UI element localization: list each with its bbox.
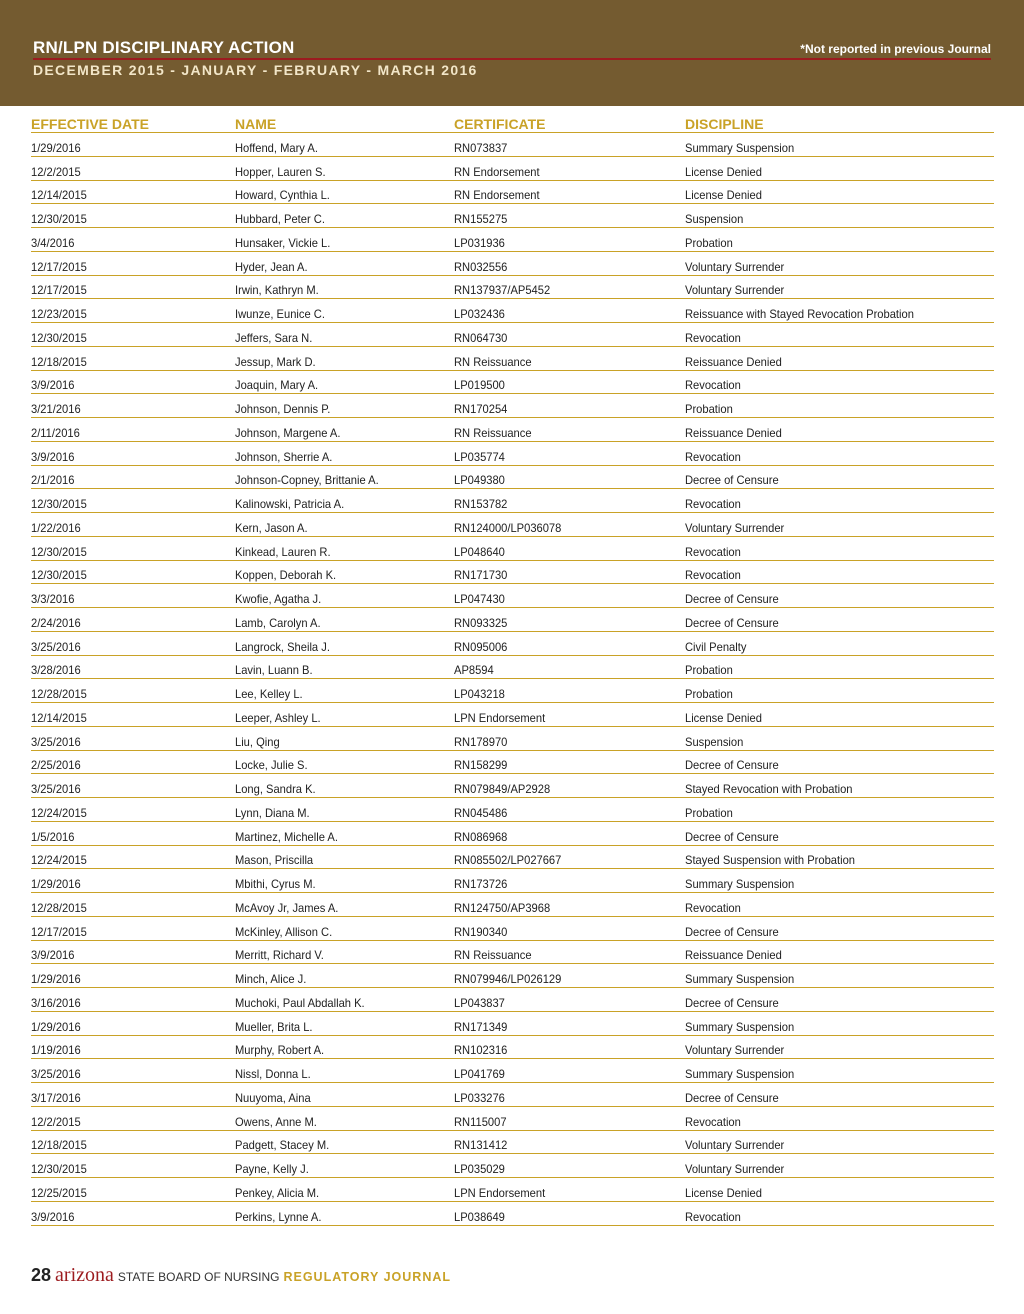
cell-certificate: RN124000/LP036078 <box>454 520 562 535</box>
cell-certificate: RN095006 <box>454 639 508 654</box>
cell-discipline: Reissuance Denied <box>685 425 782 440</box>
cell-name: Kwofie, Agatha J. <box>235 592 322 606</box>
cell-certificate: RN064730 <box>454 330 508 345</box>
cell-name: Jessup, Mark D. <box>235 354 316 369</box>
column-header-discipline: DISCIPLINE <box>685 116 764 132</box>
table-row <box>31 846 994 870</box>
cell-effective-date: 3/16/2016 <box>31 995 81 1010</box>
cell-name: Locke, Julie S. <box>235 758 308 773</box>
table-row <box>31 537 994 561</box>
cell-effective-date: 3/9/2016 <box>31 948 75 963</box>
table-row <box>31 774 994 798</box>
table-row <box>31 276 994 300</box>
table-row <box>31 584 994 608</box>
cell-certificate: RN158299 <box>454 758 508 773</box>
column-header-certificate: CERTIFICATE <box>454 116 546 132</box>
table-row <box>31 1131 994 1155</box>
cell-discipline: License Denied <box>685 710 762 725</box>
cell-discipline: Stayed Revocation with Probation <box>685 782 853 796</box>
cell-effective-date: 12/17/2015 <box>31 259 87 274</box>
cell-effective-date: 12/14/2015 <box>31 188 87 203</box>
table-row <box>31 561 994 585</box>
cell-certificate: LP047430 <box>454 592 505 606</box>
cell-effective-date: 12/30/2015 <box>31 497 87 511</box>
cell-certificate: RN079946/LP026129 <box>454 972 562 986</box>
cell-certificate: RN137937/AP5452 <box>454 283 551 298</box>
cell-effective-date: 12/17/2015 <box>31 924 87 939</box>
cell-effective-date: 2/24/2016 <box>31 615 81 630</box>
table-row <box>31 347 994 371</box>
cell-name: Perkins, Lynne A. <box>235 1209 322 1224</box>
table-row <box>31 656 994 680</box>
cell-effective-date: 1/19/2016 <box>31 1043 81 1058</box>
cell-name: Hunsaker, Vickie L. <box>235 235 331 250</box>
cell-effective-date: 3/25/2016 <box>31 782 81 796</box>
column-header-effective-date: EFFECTIVE DATE <box>31 116 149 132</box>
table-row <box>31 1178 994 1202</box>
cell-certificate: RN Reissuance <box>454 948 532 963</box>
cell-effective-date: 12/25/2015 <box>31 1185 87 1200</box>
cell-discipline: Revocation <box>685 330 741 345</box>
cell-discipline: Reissuance Denied <box>685 354 782 369</box>
table-row <box>31 964 994 988</box>
cell-name: Koppen, Deborah K. <box>235 568 337 583</box>
cell-effective-date: 2/11/2016 <box>31 425 80 440</box>
cell-certificate: LPN Endorsement <box>454 1185 546 1200</box>
cell-certificate: RN153782 <box>454 497 508 511</box>
cell-discipline: Suspension <box>685 212 744 226</box>
cell-name: Hoffend, Mary A. <box>235 140 318 155</box>
cell-effective-date: 12/30/2015 <box>31 1162 87 1176</box>
header-note: *Not reported in previous Journal <box>800 42 991 56</box>
table-row <box>31 513 994 537</box>
cell-effective-date: 3/3/2016 <box>31 592 75 606</box>
cell-certificate: LP019500 <box>454 378 505 393</box>
cell-certificate: RN190340 <box>454 924 508 939</box>
cell-discipline: License Denied <box>685 188 762 203</box>
cell-name: Hyder, Jean A. <box>235 259 308 274</box>
cell-name: Jeffers, Sara N. <box>235 330 313 345</box>
cell-name: Mueller, Brita L. <box>235 1019 313 1034</box>
cell-name: Nissl, Donna L. <box>235 1067 311 1081</box>
cell-name: Johnson-Copney, Brittanie A. <box>235 473 379 488</box>
cell-certificate: RN Reissuance <box>454 354 532 369</box>
cell-discipline: Decree of Censure <box>685 995 779 1010</box>
table-row <box>31 394 994 418</box>
table-row <box>31 1083 994 1107</box>
cell-name: Leeper, Ashley L. <box>235 710 321 725</box>
cell-effective-date: 3/28/2016 <box>31 663 81 678</box>
column-header-name: NAME <box>235 116 277 132</box>
cell-discipline: Revocation <box>685 1209 741 1224</box>
cell-name: Mbithi, Cyrus M. <box>235 877 316 891</box>
cell-name: Lamb, Carolyn A. <box>235 615 321 630</box>
table-row <box>31 371 994 395</box>
cell-effective-date: 1/29/2016 <box>31 140 81 155</box>
cell-effective-date: 12/28/2015 <box>31 900 87 915</box>
cell-discipline: Probation <box>685 402 733 416</box>
table-row <box>31 252 994 276</box>
cell-name: Lavin, Luann B. <box>235 663 313 678</box>
cell-certificate: RN131412 <box>454 1138 508 1153</box>
journal-name: REGULATORY JOURNAL <box>283 1270 452 1284</box>
cell-effective-date: 12/30/2015 <box>31 330 87 345</box>
table-row <box>31 822 994 846</box>
cell-discipline: Stayed Suspension with Probation <box>685 853 856 868</box>
cell-certificate: LP048640 <box>454 544 505 559</box>
table-row <box>31 489 994 513</box>
cell-effective-date: 3/9/2016 <box>31 1209 75 1224</box>
cell-certificate: RN079849/AP2928 <box>454 782 551 796</box>
cell-name: Kinkead, Lauren R. <box>235 544 331 559</box>
cell-discipline: Voluntary Surrender <box>685 259 785 274</box>
table-row <box>31 608 994 632</box>
cell-certificate: RN102316 <box>454 1043 508 1058</box>
table-row <box>31 727 994 751</box>
cell-certificate: RN171730 <box>454 568 508 583</box>
cell-effective-date: 3/17/2016 <box>31 1090 81 1105</box>
cell-name: Johnson, Sherrie A. <box>235 449 333 464</box>
cell-certificate: RN086968 <box>454 829 508 844</box>
cell-name: Howard, Cynthia L. <box>235 188 330 203</box>
table-body <box>31 133 994 1226</box>
cell-effective-date: 3/21/2016 <box>31 402 81 416</box>
table-row <box>31 466 994 490</box>
cell-name: Padgett, Stacey M. <box>235 1138 330 1153</box>
cell-certificate: RN093325 <box>454 615 508 630</box>
cell-discipline: Voluntary Surrender <box>685 1138 785 1153</box>
cell-discipline: License Denied <box>685 1185 762 1200</box>
cell-certificate: LPN Endorsement <box>454 710 546 725</box>
cell-name: Hubbard, Peter C. <box>235 212 325 226</box>
cell-effective-date: 12/24/2015 <box>31 805 87 820</box>
table-row <box>31 1036 994 1060</box>
table-row <box>31 798 994 822</box>
cell-name: Muchoki, Paul Abdallah K. <box>235 995 365 1010</box>
cell-name: Nuuyoma, Aina <box>235 1090 311 1105</box>
cell-discipline: Probation <box>685 235 733 250</box>
cell-name: Penkey, Alicia M. <box>235 1185 320 1200</box>
table-row <box>31 941 994 965</box>
cell-name: Merritt, Richard V. <box>235 948 324 963</box>
cell-discipline: Decree of Censure <box>685 829 779 844</box>
cell-discipline: Summary Suspension <box>685 140 795 155</box>
cell-effective-date: 12/14/2015 <box>31 710 87 725</box>
page-footer <box>31 1264 451 1287</box>
cell-effective-date: 1/29/2016 <box>31 877 81 891</box>
cell-discipline: Revocation <box>685 900 741 915</box>
cell-certificate: RN155275 <box>454 212 508 226</box>
cell-effective-date: 3/25/2016 <box>31 1067 81 1081</box>
cell-effective-date: 3/25/2016 <box>31 734 81 749</box>
cell-discipline: Reissuance with Stayed Revocation Probation <box>685 307 914 321</box>
cell-certificate: LP049380 <box>454 473 505 488</box>
table-row <box>31 1107 994 1131</box>
cell-effective-date: 2/25/2016 <box>31 758 81 773</box>
cell-discipline: Reissuance Denied <box>685 948 782 963</box>
table-row <box>31 1012 994 1036</box>
cell-discipline: Summary Suspension <box>685 1067 795 1081</box>
cell-discipline: Summary Suspension <box>685 1019 795 1034</box>
cell-discipline: Revocation <box>685 378 741 393</box>
cell-effective-date: 12/18/2015 <box>31 1138 87 1153</box>
cell-effective-date: 3/25/2016 <box>31 639 81 654</box>
cell-effective-date: 12/18/2015 <box>31 354 87 369</box>
table-row <box>31 228 994 252</box>
cell-certificate: LP043218 <box>454 687 505 701</box>
cell-name: Johnson, Margene A. <box>235 425 341 440</box>
table-row <box>31 751 994 775</box>
cell-certificate: RN085502/LP027667 <box>454 853 562 868</box>
cell-name: Payne, Kelly J. <box>235 1162 309 1176</box>
cell-name: McAvoy Jr, James A. <box>235 900 339 915</box>
page-number: 28 <box>31 1265 52 1285</box>
cell-discipline: Decree of Censure <box>685 1090 779 1105</box>
cell-name: Iwunze, Eunice C. <box>235 307 325 321</box>
cell-discipline: Revocation <box>685 544 741 559</box>
cell-effective-date: 12/23/2015 <box>31 307 87 321</box>
cell-name: Owens, Anne M. <box>235 1114 317 1129</box>
table-row <box>31 869 994 893</box>
cell-discipline: License Denied <box>685 164 762 179</box>
cell-certificate: LP041769 <box>454 1067 505 1081</box>
cell-certificate: RN045486 <box>454 805 508 820</box>
board-name: STATE BOARD OF NURSING <box>117 1270 280 1284</box>
cell-effective-date: 12/24/2015 <box>31 853 87 868</box>
table-row <box>31 917 994 941</box>
table-row <box>31 703 994 727</box>
cell-certificate: RN032556 <box>454 259 508 274</box>
cell-effective-date: 1/29/2016 <box>31 1019 81 1034</box>
table-row <box>31 442 994 466</box>
cell-discipline: Revocation <box>685 449 741 464</box>
cell-effective-date: 12/30/2015 <box>31 568 87 583</box>
cell-certificate: RN170254 <box>454 402 508 416</box>
cell-certificate: RN Reissuance <box>454 425 532 440</box>
table-row <box>31 157 994 181</box>
cell-effective-date: 2/1/2016 <box>31 473 75 488</box>
cell-discipline: Civil Penalty <box>685 639 747 654</box>
cell-name: Murphy, Robert A. <box>235 1043 325 1058</box>
table-row <box>31 181 994 205</box>
cell-name: McKinley, Allison C. <box>235 924 333 939</box>
cell-effective-date: 3/9/2016 <box>31 449 75 464</box>
cell-certificate: LP035029 <box>454 1162 505 1176</box>
cell-effective-date: 12/28/2015 <box>31 687 87 701</box>
cell-name: Liu, Qing <box>235 734 280 749</box>
cell-discipline: Voluntary Surrender <box>685 1162 785 1176</box>
cell-effective-date: 12/30/2015 <box>31 212 87 226</box>
cell-name: Hopper, Lauren S. <box>235 164 326 179</box>
cell-discipline: Summary Suspension <box>685 877 795 891</box>
table-header <box>31 116 994 133</box>
cell-certificate: RN Endorsement <box>454 188 540 203</box>
cell-name: Martinez, Michelle A. <box>235 829 338 844</box>
cell-certificate: LP038649 <box>454 1209 505 1224</box>
cell-effective-date: 1/5/2016 <box>31 829 75 844</box>
cell-effective-date: 12/17/2015 <box>31 283 87 298</box>
cell-effective-date: 12/30/2015 <box>31 544 87 559</box>
cell-effective-date: 1/22/2016 <box>31 520 81 535</box>
cell-name: Lynn, Diana M. <box>235 805 310 820</box>
table-row <box>31 1154 994 1178</box>
table-row <box>31 893 994 917</box>
cell-certificate: LP032436 <box>454 307 505 321</box>
cell-effective-date: 3/4/2016 <box>31 235 75 250</box>
cell-discipline: Revocation <box>685 497 741 511</box>
cell-name: Langrock, Sheila J. <box>235 639 330 654</box>
cell-discipline: Probation <box>685 805 733 820</box>
cell-discipline: Voluntary Surrender <box>685 520 785 535</box>
cell-name: Kern, Jason A. <box>235 520 308 535</box>
table-row <box>31 204 994 228</box>
cell-discipline: Decree of Censure <box>685 592 779 606</box>
cell-certificate: RN178970 <box>454 734 508 749</box>
cell-name: Lee, Kelley L. <box>235 687 303 701</box>
cell-discipline: Suspension <box>685 734 744 749</box>
table-row <box>31 988 994 1012</box>
cell-discipline: Revocation <box>685 568 741 583</box>
cell-discipline: Probation <box>685 687 733 701</box>
cell-certificate: LP031936 <box>454 235 505 250</box>
cell-name: Irwin, Kathryn M. <box>235 283 319 298</box>
cell-effective-date: 3/9/2016 <box>31 378 75 393</box>
table-row <box>31 632 994 656</box>
cell-discipline: Decree of Censure <box>685 615 779 630</box>
page-title: RN/LPN DISCIPLINARY ACTION <box>33 38 295 57</box>
cell-certificate: AP8594 <box>454 663 494 678</box>
cell-certificate: LP035774 <box>454 449 505 464</box>
cell-discipline: Decree of Censure <box>685 473 779 488</box>
cell-certificate: RN124750/AP3968 <box>454 900 551 915</box>
table-row <box>31 299 994 323</box>
table-row <box>31 679 994 703</box>
table-row <box>31 418 994 442</box>
page-header <box>0 0 1024 106</box>
cell-discipline: Probation <box>685 663 733 678</box>
cell-name: Mason, Priscilla <box>235 853 314 868</box>
header-divider <box>33 58 991 60</box>
cell-name: Johnson, Dennis P. <box>235 402 331 416</box>
table-row <box>31 323 994 347</box>
cell-discipline: Decree of Censure <box>685 758 779 773</box>
cell-certificate: RN073837 <box>454 140 508 155</box>
cell-discipline: Revocation <box>685 1114 741 1129</box>
table-row <box>31 1059 994 1083</box>
cell-certificate: LP033276 <box>454 1090 505 1105</box>
table-row <box>31 1202 994 1226</box>
cell-name: Kalinowski, Patricia A. <box>235 497 345 511</box>
cell-certificate: RN173726 <box>454 877 508 891</box>
cell-certificate: LP043837 <box>454 995 505 1010</box>
cell-effective-date: 12/2/2015 <box>31 164 81 179</box>
cell-discipline: Summary Suspension <box>685 972 795 986</box>
cell-name: Joaquin, Mary A. <box>235 378 319 393</box>
cell-discipline: Voluntary Surrender <box>685 1043 785 1058</box>
cell-effective-date: 1/29/2016 <box>31 972 81 986</box>
brand-logo: arizona <box>55 1264 114 1286</box>
cell-name: Long, Sandra K. <box>235 782 316 796</box>
cell-name: Minch, Alice J. <box>235 972 307 986</box>
cell-certificate: RN115007 <box>454 1114 507 1129</box>
disciplinary-table <box>31 116 994 1226</box>
cell-discipline: Voluntary Surrender <box>685 283 785 298</box>
cell-effective-date: 12/2/2015 <box>31 1114 81 1129</box>
cell-discipline: Decree of Censure <box>685 924 779 939</box>
cell-certificate: RN171349 <box>454 1019 508 1034</box>
table-row <box>31 133 994 157</box>
page-subtitle: DECEMBER 2015 - JANUARY - FEBRUARY - MARCH 2016 <box>33 62 478 78</box>
cell-certificate: RN Endorsement <box>454 164 540 179</box>
